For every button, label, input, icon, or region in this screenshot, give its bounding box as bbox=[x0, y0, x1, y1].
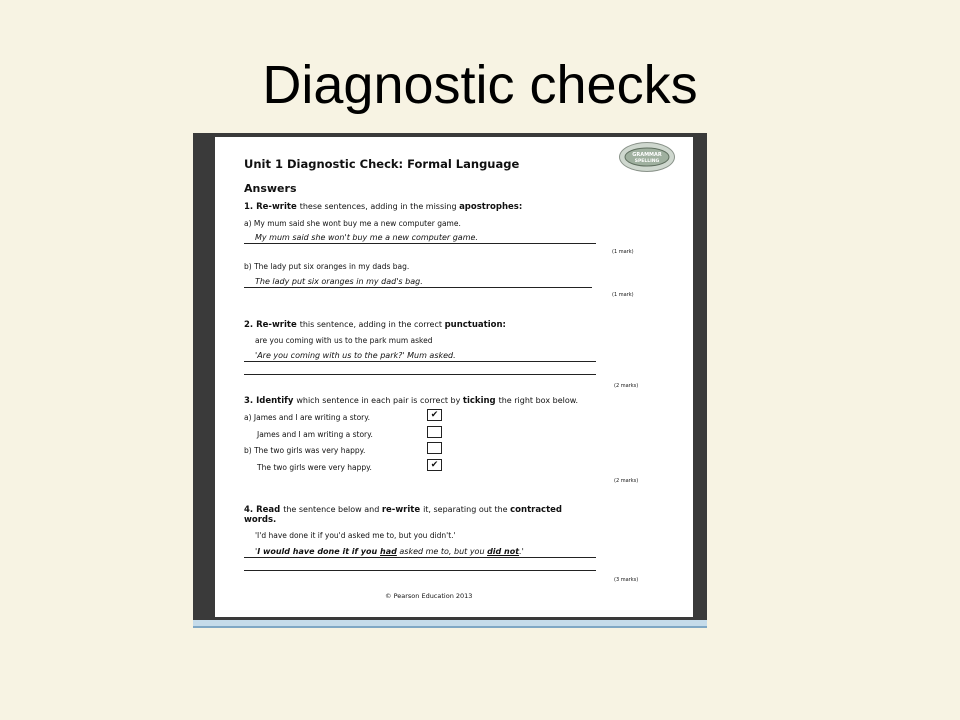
q4-answer bbox=[255, 547, 524, 556]
q2-answer-line-2 bbox=[244, 374, 596, 375]
svg-text:SPELLING: SPELLING bbox=[634, 159, 660, 164]
q3-prompt bbox=[244, 396, 578, 406]
q1-prompt-mid: these sentences, adding in the missing bbox=[299, 202, 460, 211]
q4-sentence: 'I'd have done it if you'd asked me to, but you didn't.' bbox=[255, 531, 456, 540]
q4-prompt-mid2: it, separating out the bbox=[423, 505, 511, 514]
q3-prompt-end: the right box below. bbox=[498, 396, 579, 405]
q3-prompt-start: 3. Identify bbox=[244, 396, 297, 406]
q4-prompt-bold: re-write bbox=[381, 505, 424, 515]
q1a-marks: (1 mark) bbox=[612, 249, 634, 255]
q3a-checkbox-1[interactable] bbox=[427, 409, 442, 421]
q2-prompt bbox=[244, 320, 506, 330]
q3-marks: (2 marks) bbox=[614, 478, 639, 484]
q4-answer-part-a: I would have done it if you bbox=[257, 547, 380, 556]
q4-prompt-start: 4. Read bbox=[244, 505, 284, 515]
worksheet-title: Unit 1 Diagnostic Check: Formal Language bbox=[244, 157, 520, 171]
slide-title: Diagnostic checks bbox=[262, 55, 698, 115]
q3a-option-1: a) James and I are writing a story. bbox=[244, 413, 371, 422]
q1a-answer: My mum said she won't buy me a new computer game. bbox=[255, 233, 478, 242]
q4-answer-open: ' bbox=[255, 547, 258, 556]
q2-answer: 'Are you coming with us to the park?' Mum asked. bbox=[255, 351, 456, 360]
logo-mark-icon bbox=[623, 146, 671, 168]
tick-icon: ✔ bbox=[430, 460, 439, 470]
svg-text:GRAMMAR: GRAMMAR bbox=[632, 152, 662, 158]
q1a-answer-line bbox=[244, 243, 596, 244]
q3b-option-2: The two girls were very happy. bbox=[257, 463, 372, 472]
q3a-option-2: James and I am writing a story. bbox=[257, 430, 373, 439]
q1a-sentence: a) My mum said she wont buy me a new computer game. bbox=[244, 219, 461, 228]
frame-bottom-bar bbox=[193, 620, 707, 628]
q4-answer-line-1 bbox=[244, 557, 596, 558]
q3b-checkbox-1[interactable] bbox=[427, 442, 442, 454]
grammar-logo bbox=[619, 142, 675, 172]
q4-prompt-words: words. bbox=[244, 515, 277, 525]
answers-heading: Answers bbox=[244, 182, 297, 195]
q2-prompt-start: 2. Re-write bbox=[244, 320, 300, 330]
q4-answer-part-b: asked me to, but you bbox=[396, 547, 488, 556]
q4-answer-part-c: .' bbox=[519, 547, 524, 556]
q1b-answer: The lady put six oranges in my dad's bag. bbox=[255, 277, 423, 286]
tick-icon: ✔ bbox=[430, 410, 439, 420]
q4-prompt-end: contracted bbox=[510, 505, 563, 515]
q1b-sentence: b) The lady put six oranges in my dads bag. bbox=[244, 262, 410, 271]
worksheet-page bbox=[215, 137, 693, 617]
q1b-marks: (1 mark) bbox=[612, 292, 634, 298]
q2-marks: (2 marks) bbox=[614, 383, 639, 389]
q4-prompt bbox=[244, 505, 562, 515]
q2-answer-line-1 bbox=[244, 361, 596, 362]
q1-prompt bbox=[244, 202, 522, 212]
q2-sentence: are you coming with us to the park mum asked bbox=[255, 336, 433, 345]
q2-prompt-end: punctuation: bbox=[444, 320, 506, 330]
q4-answer-had: had bbox=[380, 547, 397, 556]
q4-answer-did-not: did not bbox=[487, 547, 520, 556]
q4-marks: (3 marks) bbox=[614, 577, 639, 583]
q4-prompt-line2 bbox=[244, 515, 276, 525]
q3-prompt-bold: ticking bbox=[462, 396, 499, 406]
q1b-answer-line bbox=[244, 287, 592, 288]
q3b-checkbox-2[interactable] bbox=[427, 459, 442, 471]
q3a-checkbox-2[interactable] bbox=[427, 426, 442, 438]
q3b-option-1: b) The two girls was very happy. bbox=[244, 446, 366, 455]
q1-prompt-start: 1. Re-write bbox=[244, 202, 300, 212]
q4-prompt-mid: the sentence below and bbox=[283, 505, 382, 514]
q2-prompt-mid: this sentence, adding in the correct bbox=[299, 320, 445, 329]
q1-prompt-end: apostrophes: bbox=[459, 202, 523, 212]
q3-prompt-mid: which sentence in each pair is correct by bbox=[296, 396, 463, 405]
q4-answer-line-2 bbox=[244, 570, 596, 571]
copyright-footer: © Pearson Education 2013 bbox=[385, 592, 473, 600]
